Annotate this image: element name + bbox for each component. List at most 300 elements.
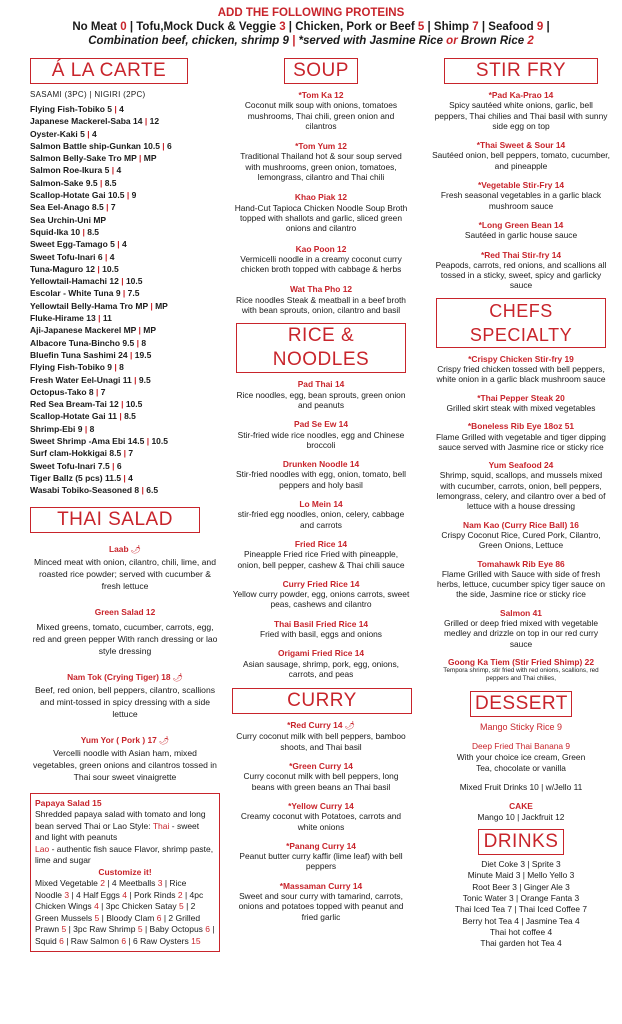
sashimi-row: [30, 435, 220, 447]
sashimi-name: Sweet Shrimp -Ama Ebi: [30, 436, 126, 447]
menu-item-name: *Red Curry 14: [287, 720, 343, 731]
nigiri-price: 7: [110, 202, 116, 213]
menu-item-desc: Shrimp, squid, scallops, and mussels mixed with cucumber, carrots, onion, bell peppers, lemongrass, celery, and cilantro over a bed of lettuce with a house dressing: [436, 470, 606, 512]
mixed-fruit-drinks: Mixed Fruit Drinks 10 | w/Jello 11: [459, 782, 583, 793]
menu-item-name: Tomahawk Rib Eye 86: [477, 558, 565, 569]
menu-item-desc: Crispy fried chicken tossed with bell peppers, white onion in a garlic black mushroom sauce: [436, 364, 606, 385]
sashimi-name: Tiger Ballz (5 pcs): [30, 472, 103, 483]
menu-item: [232, 648, 410, 679]
sashimi-row: [30, 447, 220, 459]
separator: |: [103, 202, 111, 213]
alacarte-list: [30, 103, 220, 497]
menu-item-title: [30, 734, 220, 747]
drink-line: Thai garden hot Tea 4: [480, 938, 562, 949]
sashimi-price: MP: [135, 300, 148, 311]
menu-item-name: Curry Fried Rice 14: [282, 578, 360, 589]
sashimi-name: Flying Fish-Tobiko: [30, 104, 105, 114]
nigiri-price: 19.5: [134, 349, 152, 360]
separator: |: [147, 300, 156, 311]
sashimi-price: 5: [80, 128, 85, 139]
sashimi-name: Octopus-Tako: [30, 386, 87, 397]
papaya-desc-3: - authentic fish sauce Flavor, shrimp paste, lime and sugar: [35, 843, 214, 865]
sashimi-row: [30, 337, 220, 349]
sashimi-price: 7.5: [97, 460, 110, 471]
protein-note: Combination beef, chicken, shrimp 9: [88, 35, 293, 47]
alacarte-subheading: SASAMI (3PC) | NIGIRI (2PC): [30, 90, 146, 99]
papaya-desc-1: Shredded papaya salad with tomato and long bean served Thai or Lao Style:: [35, 809, 206, 831]
menu-item-name: *Massaman Curry 14: [279, 880, 363, 891]
nigiri-price: 12: [149, 116, 160, 127]
menu-item-desc: Spicy sautéed white onions, garlic, bell peppers, Thai chilies and Thai basil with sunny side egg on top: [434, 100, 608, 131]
separator: |: [116, 411, 125, 422]
stir-fry-heading: STIR FRY: [444, 58, 598, 84]
separator: |: [114, 239, 122, 250]
menu-item-name: *Long Green Bean 14: [478, 219, 564, 230]
papaya-option-price: 4: [122, 889, 128, 900]
sashimi-row: [30, 423, 220, 435]
menu-item-name: *Green Curry 14: [289, 761, 353, 772]
nigiri-price: 4: [119, 104, 124, 114]
sashimi-row: [30, 374, 220, 386]
cake-heading: CAKE: [509, 801, 533, 812]
menu-item-desc: Curry coconut milk with bell peppers, long beans with green beans an Thai basil: [243, 771, 399, 792]
separator: |: [144, 436, 152, 447]
menu-item: [432, 354, 610, 385]
nigiri-price: 9.5: [138, 374, 151, 385]
menu-item-desc: Minced meat with onion, cilantro, chili, lime, and roasted rice powder; served with cucumber & fresh lettuce: [34, 556, 216, 591]
sashimi-name: Oyster-Kaki: [30, 128, 78, 139]
sashimi-name: Wasabi Tobiko-Seasoned: [30, 485, 133, 496]
proteins-header: [0, 6, 622, 48]
menu-item-desc: Peanut butter curry kaffir (lime leaf) with bell peppers: [239, 851, 403, 872]
sashimi-price: 11.5: [104, 472, 122, 483]
papaya-option: | 2 Green Mussels: [35, 901, 196, 923]
papaya-option: | Baby Octopus: [142, 924, 206, 934]
nigiri-price: 8: [89, 423, 95, 434]
sashimi-name: Scallop-Hotate Gai: [30, 411, 106, 422]
menu-item-desc: Grilled skirt steak with mixed vegetables: [446, 402, 596, 413]
menu-item-desc: Fried with basil, eggs and onions: [260, 628, 382, 639]
sashimi-row: [30, 251, 220, 263]
protein-note: |: [292, 35, 299, 47]
sashimi-row: [30, 115, 220, 127]
sashimi-name: Tuna-Maguro: [30, 263, 84, 274]
menu-item-desc: Beef, red onion, bell peppers, cilantro, scallions and mint-tossed in spicy dressing with a side lettuce: [34, 684, 216, 719]
papaya-option: | 3pc Chicken Satay: [98, 901, 179, 911]
nigiri-price: MP: [143, 153, 157, 164]
nigiri-price: 10.5: [102, 263, 119, 274]
separator: |: [109, 460, 117, 471]
menu-item-name: *Tom Ka 12: [298, 90, 344, 100]
sashimi-row: [30, 152, 220, 164]
nigiri-price: 11: [102, 313, 112, 324]
protein-option: No Meat: [72, 21, 121, 33]
drink-line: Thai Iced Tea 7 | Thai Iced Coffee 7: [454, 904, 588, 915]
sashimi-price: 5: [107, 104, 113, 114]
menu-item-name: Pad Thai 14: [297, 379, 345, 390]
column-left: [30, 58, 220, 952]
sashimi-price: 11: [107, 411, 117, 422]
separator: |: [93, 386, 101, 397]
menu-item-name: Pad Se Ew 14: [294, 419, 348, 430]
chili-icon: 🌶: [342, 721, 355, 731]
separator: |: [120, 288, 128, 299]
soup-list: [232, 90, 410, 315]
protein-price: 5: [417, 21, 425, 33]
sashimi-name: Sea Eel-Anago: [30, 202, 90, 213]
separator: |: [121, 448, 129, 459]
nigiri-price: 4: [128, 472, 133, 483]
sashimi-price: MP: [123, 325, 137, 336]
sashimi-name: Albacore Tuna-Bincho: [30, 337, 121, 348]
menu-item-name: Origami Fried Rice 14: [277, 648, 365, 659]
menu-item: [432, 657, 610, 683]
papaya-salad-name: Papaya Salad 15: [35, 797, 102, 808]
papaya-option-price: 6: [156, 912, 162, 923]
drinks-list: [432, 859, 610, 949]
nigiri-price: 7: [128, 448, 134, 459]
sashimi-name: Salmon Belly-Sake Tro: [30, 153, 122, 164]
curry-heading: CURRY: [232, 688, 412, 714]
menu-item-name: Khao Piak 12: [294, 192, 348, 203]
protein-note: Brown Rice: [460, 35, 528, 47]
menu-item: [232, 379, 410, 410]
stir-fry-list: [432, 90, 610, 291]
separator: |: [84, 128, 92, 139]
menu-item: [432, 250, 610, 291]
papaya-salad-box: [30, 793, 220, 953]
sashimi-row: [30, 410, 220, 422]
sashimi-row: [30, 226, 220, 238]
drink-line: Minute Maid 3 | Mello Yello 3: [467, 870, 575, 881]
menu-item-desc: Yellow curry powder, egg, onions carrots, sweet peas, cashews and cilantro: [232, 589, 410, 610]
sashimi-name: Japanese Mackerel-Saba: [30, 116, 131, 127]
sashimi-price: 9.5: [85, 177, 98, 188]
menu-item-name: *Panang Curry 14: [286, 840, 356, 851]
sashimi-row: [30, 275, 220, 287]
drink-line: Diet Coke 3 | Sprite 3: [481, 859, 561, 870]
papaya-option-price: 5: [94, 912, 100, 923]
papaya-option-price: 5: [178, 901, 184, 911]
nigiri-price: 8: [141, 337, 147, 348]
nigiri-price: 10.5: [125, 276, 143, 287]
papaya-option: | Rice Noodle: [35, 878, 187, 900]
sashimi-price: 24: [118, 349, 128, 360]
papaya-thai-label: Thai: [152, 820, 170, 831]
sashimi-price: MP: [93, 214, 107, 225]
papaya-option-price: 6: [205, 924, 211, 934]
menu-item-desc: Grilled or deep fried mixed with vegetable medley and drizzle on top in our red curry sauce: [443, 617, 599, 649]
sashimi-price: 12: [109, 276, 119, 287]
separator: |: [97, 177, 105, 188]
sashimi-row: [30, 349, 220, 361]
menu-item: [30, 734, 220, 783]
drinks-heading: DRINKS: [478, 829, 564, 855]
sashimi-name: Red Sea Bream-Tai: [30, 399, 107, 410]
sashimi-price: 9: [115, 288, 121, 299]
separator: |: [82, 423, 90, 434]
menu-item-desc: Coconut milk soup with onions, tomatoes mushrooms, Thai chili, green onion and cilantros: [244, 100, 398, 131]
menu-item-name: Yum Seafood 24: [488, 460, 554, 471]
papaya-option-price: 6: [59, 935, 64, 946]
nigiri-price: 7.5: [127, 288, 140, 299]
menu-item: [30, 671, 220, 720]
menu-item: [232, 459, 410, 490]
sashimi-price: 8.5: [109, 448, 122, 459]
separator: |: [112, 362, 120, 373]
sashimi-price: 9.5: [122, 337, 135, 348]
papaya-option: | 4pc Chicken Wings: [35, 889, 204, 911]
menu-item-desc: Peapods, carrots, red onions, and scallions all tossed in a sticky, sweet, spicy and garlicky sauce: [435, 259, 607, 291]
menu-item-desc: Curry coconut milk with bell peppers, bamboo shoots, and Thai basil: [236, 731, 406, 752]
menu-item-desc: Sautéed onion, bell peppers, tomato, cucumber, and pineapple: [432, 150, 610, 171]
menu-item-desc: Traditional Thailand hot & sour soup served with mushrooms, green onion, tomatoes, lemongrass, cilantro and Thai chili: [240, 151, 402, 183]
sashimi-name: Sweet Tofu-Inari: [30, 460, 96, 471]
sashimi-name: Surf clam-Hokkigai: [30, 448, 107, 459]
sashimi-price: 10.5: [143, 140, 160, 151]
sashimi-name: Shrimp-Ebi: [30, 423, 76, 434]
nigiri-price: 7: [100, 386, 106, 397]
sashimi-row: [30, 177, 220, 189]
nigiri-price: 8.5: [87, 226, 100, 237]
separator: |: [139, 485, 147, 496]
menu-item-title: [30, 543, 220, 556]
sashimi-name: Aji-Japanese Mackerel: [30, 325, 122, 336]
cake-desc: Mango 10 | Jackfruit 12: [477, 812, 565, 823]
menu-item-name: Goong Ka Tiem (Stir Fried Shimp) 22: [448, 656, 594, 667]
sashimi-price: 11: [122, 374, 132, 385]
sashimi-price: MP: [124, 153, 137, 164]
proteins-title: ADD THE FOLLOWING PROTEINS: [217, 7, 405, 19]
sashimi-name: Sweet Tofu-Inari: [30, 251, 96, 262]
thai-salad-heading: THAI SALAD: [30, 507, 200, 533]
menu-item: [30, 606, 220, 657]
menu-item-desc: Asian sausage, shrimp, pork, egg, onions, carrots, and peas: [243, 658, 399, 679]
menu-item-name: *Thai Sweet & Sour 14: [476, 140, 566, 151]
menu-item: [232, 720, 410, 752]
sashimi-price: 9: [107, 362, 113, 373]
menu-item-title: [232, 720, 410, 731]
sashimi-name: Fluke-Hirame: [30, 313, 84, 324]
sashimi-price: 8: [134, 485, 140, 496]
menu-item: [432, 393, 610, 414]
papaya-option: | Squid: [35, 924, 215, 946]
sashimi-name: Salmon Roe-Ikura: [30, 165, 103, 176]
sashimi-row: [30, 300, 220, 312]
sashimi-name: Bluefin Tuna Sashimi: [30, 349, 116, 360]
separator: |: [95, 313, 103, 324]
nigiri-price: 9: [131, 190, 137, 201]
menu-item-name: Nam Kao (Curry Rice Ball) 16: [463, 519, 579, 530]
papaya-option-price: 4: [94, 901, 99, 911]
menu-item: [432, 220, 610, 241]
menu-item: [432, 90, 610, 131]
nigiri-price: 4: [91, 128, 97, 139]
protein-price: 7: [472, 21, 479, 33]
protein-option: | Seafood: [478, 21, 537, 33]
menu-item: [432, 421, 610, 452]
sashimi-row: [30, 460, 220, 472]
sashimi-name: Squid-Ika: [30, 226, 69, 237]
menu-item: [30, 543, 220, 592]
chefs-specialty-list: [432, 354, 610, 683]
proteins-line-2: [0, 34, 622, 48]
menu-item-desc: stir-fried egg noodles, onion, celery, cabbage and carrots: [237, 509, 405, 530]
nigiri-price: 10.5: [151, 436, 168, 447]
nigiri-price: 4: [109, 251, 115, 262]
menu-item: [232, 619, 410, 640]
papaya-option-price: 3: [64, 889, 70, 900]
sashimi-name: Flying Fish-Tobiko: [30, 362, 105, 373]
menu-item-desc: Sautéed in garlic house sauce: [464, 230, 578, 241]
separator: |: [134, 337, 142, 348]
menu-item-desc: Sweet and sour curry with tamarind, carrots, onions and potatoes topped with peanut and fried garlic: [238, 891, 404, 922]
papaya-option-price: 15: [191, 935, 201, 946]
menu-item-name: Laab: [109, 543, 129, 554]
menu-item-name: Wat Tha Pho 12: [289, 284, 353, 295]
menu-item: [232, 141, 410, 182]
separator: |: [109, 165, 117, 176]
sashimi-name: Salmon Battle ship-Gunkan: [30, 140, 141, 151]
rice-noodles-heading: RICE & NOODLES: [236, 323, 406, 373]
sashimi-row: [30, 472, 220, 484]
papaya-option: | 4 Half Eggs: [69, 889, 123, 900]
menu-item: [232, 881, 410, 922]
menu-item-name: Lo Mein 14: [299, 499, 343, 510]
sashimi-price: 5: [110, 239, 115, 250]
menu-item-desc: Stir-fried wide rice noodles, egg and Chinese broccoli: [237, 429, 405, 450]
separator: |: [136, 325, 144, 336]
separator: |: [159, 140, 168, 151]
sashimi-name: Yellowtail-Hamachi: [30, 276, 107, 287]
separator: |: [102, 251, 110, 262]
sashimi-row: [30, 386, 220, 398]
menu-item-name: Salmon 41: [500, 607, 542, 618]
sashimi-row: [30, 238, 220, 250]
column-middle: [232, 58, 410, 931]
protein-option: | Tofu,Mock Duck & Veggie: [126, 21, 280, 33]
nigiri-price: 10.5: [125, 399, 143, 410]
menu-item: [232, 499, 410, 530]
nigiri-price: 6: [167, 140, 172, 151]
menu-item: [232, 419, 410, 450]
separator: |: [121, 472, 129, 483]
menu-item: [232, 761, 410, 792]
sashimi-name: Fresh Water Eel-Unagi: [30, 374, 121, 385]
sashimi-price: 10.5: [107, 190, 125, 201]
nigiri-price: 4: [116, 165, 122, 176]
sashimi-row: [30, 164, 220, 176]
menu-item: [432, 140, 610, 171]
papaya-customize: Customize it!: [98, 866, 152, 877]
nigiri-price: 8.5: [124, 411, 136, 422]
sashimi-row: [30, 324, 220, 336]
papaya-option-price: 5: [137, 924, 143, 934]
sashimi-row: [30, 484, 220, 496]
menu-item-name: *Yellow Curry 14: [288, 800, 354, 811]
chili-icon: 🌶: [156, 735, 170, 745]
sashimi-row: [30, 201, 220, 213]
nigiri-price: MP: [143, 325, 157, 336]
protein-price: 3: [279, 21, 286, 33]
menu-item-name: *Red Thai Stir-fry 14: [480, 249, 562, 260]
menu-item: [232, 192, 410, 233]
drink-line: Root Beer 3 | Ginger Ale 3: [472, 881, 570, 892]
drink-line: Berry hot Tea 4 | Jasmine Tea 4: [462, 915, 580, 926]
menu-item: [432, 608, 610, 649]
mango-sticky-rice: Mango Sticky Rice 9: [479, 722, 563, 733]
separator: |: [95, 263, 103, 274]
sashimi-name: Escolar - White Tuna: [30, 288, 114, 299]
papaya-option-price: 3: [157, 878, 163, 888]
menu-item-name: *Crispy Chicken Stir-fry 19: [468, 353, 574, 364]
menu-item: [432, 559, 610, 600]
menu-item-name: *Thai Pepper Steak 20: [477, 392, 565, 403]
menu-item-desc: Fresh seasonal vegetables in a garlic black mushroom sauce: [440, 190, 602, 211]
nigiri-price: 8: [119, 362, 124, 373]
protein-note: 2: [527, 35, 534, 47]
papaya-options: [35, 878, 215, 947]
papaya-option-price: 5: [61, 924, 67, 934]
sashimi-name: Yellowtail Belly-Hama Tro: [30, 300, 133, 311]
separator: |: [131, 374, 139, 385]
curry-list: [232, 720, 410, 922]
menu-item-desc: Vermicelli noodle in a creamy coconut curry chicken broth topped with cabbage & herbs: [240, 253, 402, 275]
sashimi-row: [30, 312, 220, 324]
papaya-desc-2: - sweet and light with peanuts: [35, 820, 200, 842]
menu-item-desc: Flame Grilled with vegetable and tiger dipping sauce served with Jasmine rice or sticky rice: [436, 431, 606, 452]
sashimi-price: 13: [86, 313, 96, 324]
sashimi-price: 6: [97, 251, 103, 262]
menu-item-desc: Pineapple Fried rice Fried with pineapple, onion, bell pepper, cashew & Thai chili sauce: [237, 549, 405, 570]
sashimi-row: [30, 140, 220, 152]
sashimi-name: Sea Urchin-Uni: [30, 214, 91, 225]
sashimi-price: 9: [77, 423, 83, 434]
menu-item: [232, 801, 410, 832]
sashimi-price: 12: [109, 399, 119, 410]
deep-fried-banana: Deep Fried Thai Banana 9: [471, 741, 571, 752]
banana-desc: With your choice ice cream, Green Tea, chocolate or vanilla: [456, 752, 586, 774]
sashimi-name: Sweet Egg-Tamago: [30, 239, 108, 250]
papaya-option: | Pork Rinds: [127, 889, 178, 900]
sashimi-price: 8.5: [91, 202, 104, 213]
menu-item-desc: Tempora shrimp, stir fried with red onions, scallions, red peppers and Thai chilies,: [443, 667, 599, 683]
protein-price: 9: [536, 21, 544, 33]
menu-item-name: Fried Rice 14: [294, 538, 348, 549]
menu-item-desc: Flame Grilled with Sauce with side of fresh herbs, lettuce, cucumber spicy tiger sauce on the side, Jasmine rice or sticky rice: [436, 568, 606, 600]
menu-item-name: *Tom Yum 12: [295, 141, 347, 152]
separator: |: [80, 226, 88, 237]
papaya-option: Mixed Vegetable: [35, 878, 101, 888]
menu-item: [232, 539, 410, 570]
menu-item-desc: Hand-Cut Tapioca Chicken Noodle Soup Broth topped with shallots and garlic, sliced green onions and cilantro: [234, 202, 408, 234]
menu-item-desc: Crispy Coconut Rice, Cured Pork, Cilantro, Green Onions, Lettuce: [441, 529, 601, 551]
nigiri-price: 6.5: [146, 485, 159, 496]
menu-item: [232, 244, 410, 275]
alacarte-heading: Á LA CARTE: [30, 58, 188, 84]
nigiri-price: 4: [122, 239, 127, 250]
nigiri-price: 6: [116, 460, 122, 471]
chili-icon: 🌶: [128, 544, 141, 554]
sashimi-row: [30, 263, 220, 275]
drink-line: Thai hot coffee 4: [489, 926, 553, 937]
sashimi-row: [30, 361, 220, 373]
menu-item-desc: Mixed greens, tomato, cucumber, carrots, egg, red and green pepper With ranch dressing or lao style dressing: [32, 621, 218, 656]
menu-item-desc: Stir-fried noodles with egg, onion, tomato, bell peppers and holy basil: [236, 469, 406, 490]
sashimi-price: 14: [133, 116, 143, 127]
protein-price: 0: [120, 21, 127, 33]
menu-item-name: Nam Tok (Crying Tiger) 18: [67, 671, 171, 682]
